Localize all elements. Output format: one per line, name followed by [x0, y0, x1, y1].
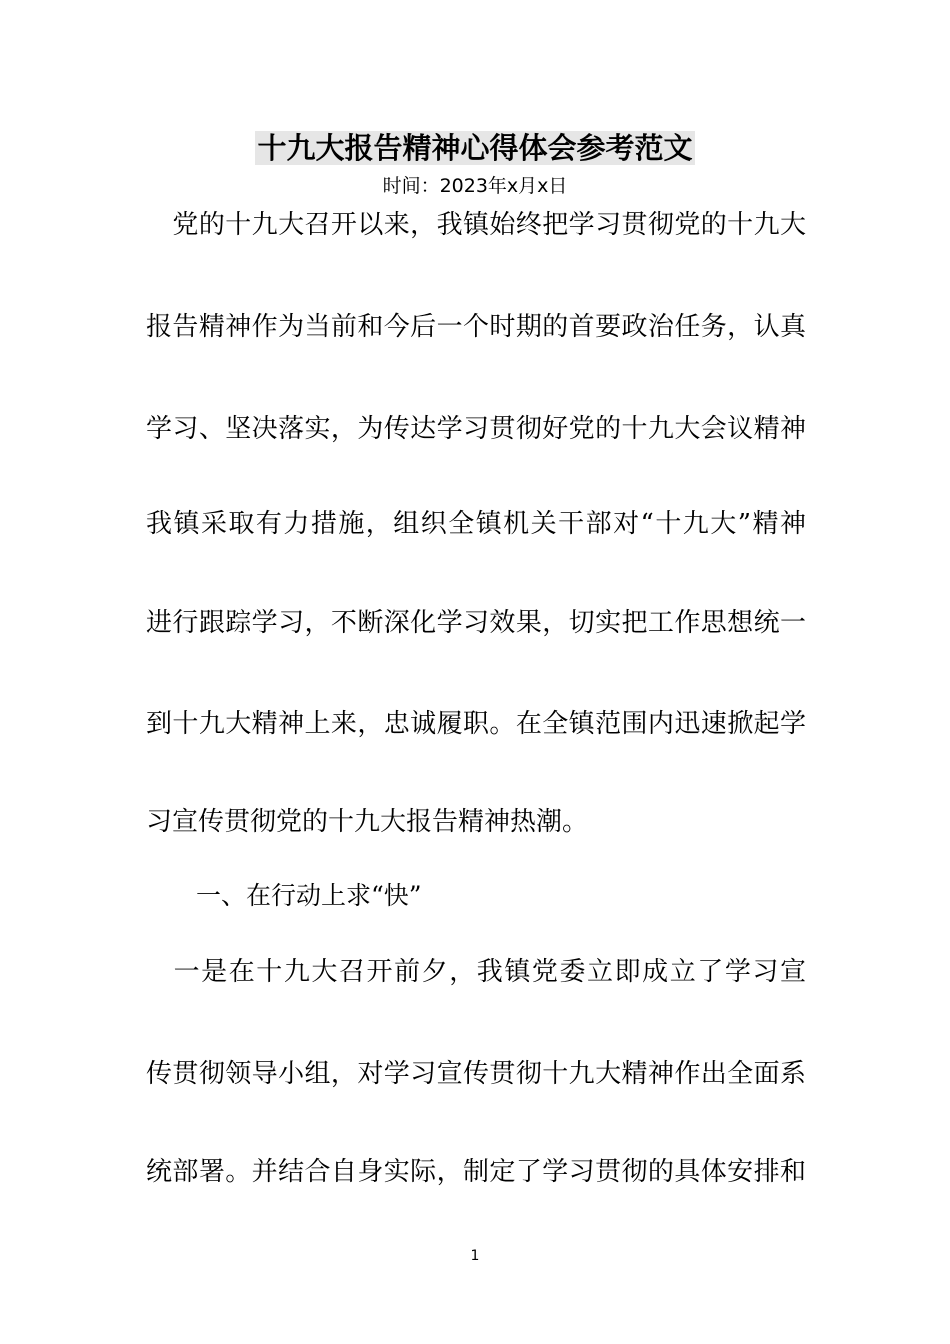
paragraph-line: 进行跟踪学习，不断深化学习效果，切实把工作思想统一: [146, 608, 806, 638]
paragraph-line: 到十九大精神上来，忠诚履职。在全镇范围内迅速掀起学: [146, 709, 806, 739]
paragraph-line: 一是在十九大召开前夕，我镇党委立即成立了学习宣: [146, 957, 806, 987]
section-heading: 一、在行动上求“快”: [196, 881, 422, 910]
document-title-text: 十九大报告精神心得体会参考范文: [257, 131, 693, 165]
paragraph-line: 党的十九大召开以来，我镇始终把学习贯彻党的十九大: [146, 210, 806, 240]
paragraph-line: 我镇采取有力措施，组织全镇机关干部对“十九大”精神: [146, 509, 806, 539]
document-date: 时间：2023年x月x日: [382, 175, 568, 197]
document-title: [0, 128, 950, 168]
paragraph-line: 统部署。并结合自身实际，制定了学习贯彻的具体安排和: [146, 1157, 806, 1187]
paragraph-line: 学习、坚决落实，为传达学习贯彻好党的十九大会议精神: [146, 414, 806, 444]
paragraph-line: 传贯彻领导小组，对学习宣传贯彻十九大精神作出全面系: [146, 1059, 806, 1089]
paragraph-line: 报告精神作为当前和今后一个时期的首要政治任务，认真: [146, 312, 806, 342]
paragraph-line: 习宣传贯彻党的十九大报告精神热潮。: [146, 807, 589, 837]
page-number: 1: [470, 1248, 480, 1264]
